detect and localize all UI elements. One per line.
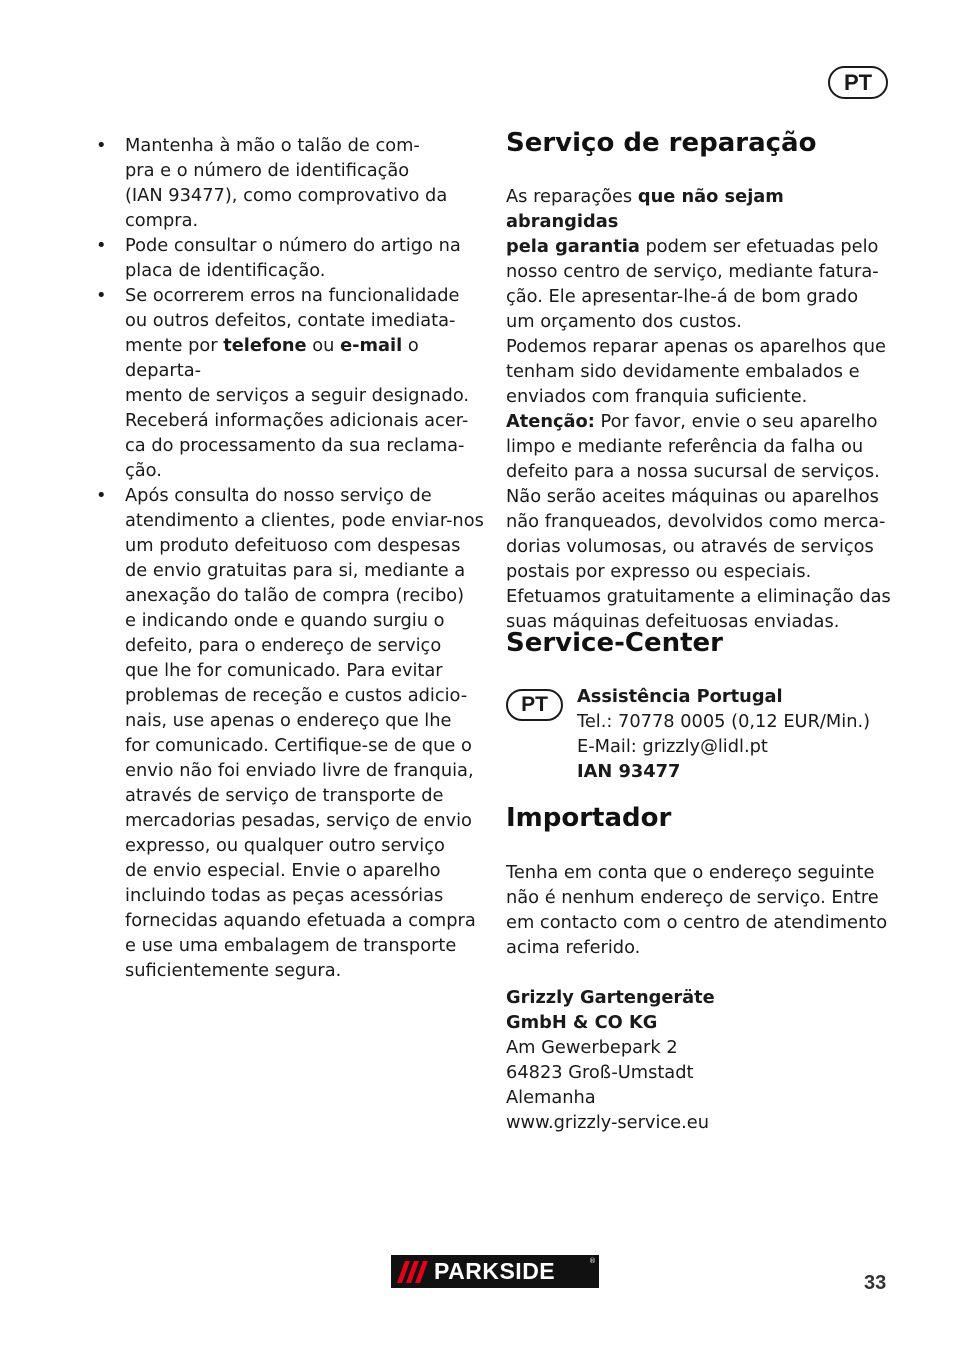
item-text: Se ocorrerem erros na funcionalidade ou outros defeitos, contate imediata- mente por — [125, 285, 460, 356]
bullet-icon: • — [96, 235, 107, 256]
service-center-name: Assistência Portugal — [577, 686, 783, 707]
bullet-icon: • — [96, 485, 107, 506]
importer-website: www.grizzly-service.eu — [506, 1112, 709, 1133]
parkside-logo — [391, 1255, 599, 1288]
page-number: 33 — [864, 1272, 887, 1294]
repair-text — [506, 184, 898, 634]
importer-company: Grizzly Gartengeräte GmbH & CO KG — [506, 987, 715, 1033]
brand-name: PARKSIDE — [434, 1258, 556, 1284]
list-item — [96, 133, 488, 233]
repair-p1-end: podem ser efetuadas pelo nosso centro de serviço, mediante fatura- ção. Ele apresentar-lhe-á de bom grado um orçamento dos custos. — [506, 236, 879, 332]
importer-city: 64823 Groß-Umstadt — [506, 1062, 694, 1083]
emphasis-text: telefone — [223, 335, 307, 356]
item-text: Mantenha à mão o talão de com- pra e o número de identificação (IAN 93477), como comprovativo da compra. — [125, 135, 448, 231]
item-text: ou — [306, 335, 341, 356]
registered-mark: ® — [589, 1257, 596, 1265]
bullet-icon: • — [96, 135, 107, 156]
service-center-ian: IAN 93477 — [577, 761, 681, 782]
list-item — [96, 483, 488, 983]
service-center-email: E-Mail: grizzly@lidl.pt — [577, 736, 768, 757]
item-text: o departa- mento de serviços a seguir designado. Receberá informações adicionais acer- ca do processamento da sua reclama- ção. — [125, 335, 470, 481]
attention-label: Atenção: — [506, 411, 595, 432]
repair-service-heading: Serviço de reparação — [506, 128, 817, 158]
logo-stripes-icon — [401, 1261, 424, 1283]
item-text: Após consulta do nosso serviço de atendimento a clientes, pode enviar-nos um produto defeituoso com despesas de envio gratuitas para si, mediante a anexação do talão de compra (recibo) e indicando onde e quando surgiu o defeito, para o endereço de serviço que lhe for comunicado. Para evitar problemas de receção e custos adicio- nais, use apenas o endereço que lhe for comunicado. Certifique-se de que o envio não foi enviado livre de franquia, através de serviço de transporte de mercadorias pesadas, serviço de envio expresso, ou qualquer outro serviço de envio especial. Envie o aparelho incluindo todas as peças acessórias fornecidas aquando efetuada a compra e use uma embalagem de transporte suficientemente segura. — [125, 485, 484, 981]
importer-text — [506, 860, 898, 1135]
service-center-heading: Service-Center — [506, 628, 723, 658]
repair-p1-start: As reparações — [506, 186, 638, 207]
emphasis-text: e-mail — [340, 335, 403, 356]
repair-paragraph-1 — [506, 184, 898, 334]
language-badge: PT — [828, 66, 888, 99]
importer-country: Alemanha — [506, 1087, 596, 1108]
instructions-list — [96, 133, 488, 983]
service-center-phone: Tel.: 70778 0005 (0,12 EUR/Min.) — [577, 711, 871, 732]
service-center-country-badge: PT — [506, 689, 563, 721]
item-text: Pode consultar o número do artigo na placa de identificação. — [125, 235, 461, 281]
warranty-instructions-column — [96, 133, 488, 983]
bullet-icon: • — [96, 285, 107, 306]
list-item — [96, 283, 488, 483]
importer-street: Am Gewerbepark 2 — [506, 1037, 678, 1058]
repair-p3-text: Por favor, envie o seu aparelho limpo e mediante referência da falha ou defeito para a nossa sucursal de serviços. Não serão aceites máquinas ou aparelhos não franqueados, devolvidos como merca- dorias volumosas, ou através de serviços postais por expresso ou especiais. Efetuamos gratuitamente a eliminação das suas máquinas defeituosas enviadas. — [506, 411, 891, 632]
importer-heading: Importador — [506, 803, 672, 833]
service-center-contact — [577, 684, 907, 784]
repair-p1-bold: que não sejam abrangidas pela garantia — [506, 186, 784, 257]
list-item — [96, 233, 488, 283]
importer-note: Tenha em conta que o endereço seguinte não é nenhum endereço de serviço. Entre em contacto com o centro de atendimento acima referido. — [506, 862, 888, 958]
repair-paragraph-3 — [506, 409, 898, 634]
repair-paragraph-2: Podemos reparar apenas os aparelhos que tenham sido devidamente embalados e enviados com franquia suficiente. — [506, 336, 886, 407]
